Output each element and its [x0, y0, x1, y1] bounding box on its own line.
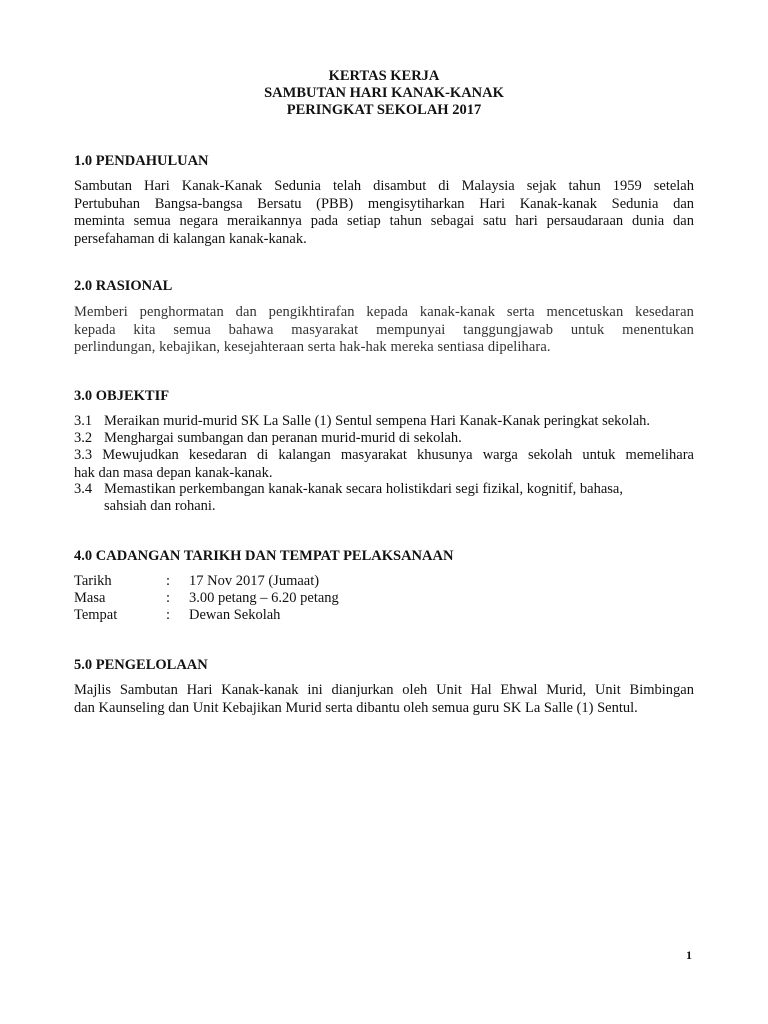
objective-continuation: hak dan masa depan kanak-kanak. — [74, 464, 273, 481]
objective-line — [74, 447, 694, 465]
paragraph-line: persefahaman di kalangan kanak-kanak. — [74, 230, 307, 247]
objective-text: Menghargai sumbangan dan peranan murid-murid di sekolah. — [104, 430, 462, 446]
detail-separator: : — [166, 590, 171, 606]
page-number: 1 — [686, 948, 692, 962]
objective-number: 3.3 — [74, 447, 93, 463]
paragraph-line: Memberi penghormatan dan pengikhtirafan kepada kanak-kanak serta mencetuskan kesedaran — [74, 304, 694, 320]
detail-separator: : — [166, 573, 171, 589]
section-heading-rasional: 2.0 RASIONAL — [74, 278, 173, 294]
objective-number: 3.4 — [74, 481, 93, 497]
paragraph-line: meminta semua negara meraikannya pada setiap tahun sebagai satu hari persaudaraan dunia dan — [74, 213, 694, 229]
paragraph-line: Sambutan Hari Kanak-Kanak Sedunia telah disambut di Malaysia sejak tahun 1959 setelah — [74, 178, 694, 194]
detail-value: 3.00 petang – 6.20 petang — [189, 590, 339, 606]
title-line-2: SAMBUTAN HARI KANAK-KANAK — [264, 85, 504, 101]
section-heading-pengelolaan: 5.0 PENGELOLAAN — [74, 657, 208, 673]
detail-label: Tarikh — [74, 573, 112, 589]
detail-label: Tempat — [74, 607, 118, 623]
detail-separator: : — [166, 607, 171, 623]
pendahuluan-paragraph — [74, 178, 694, 248]
objective-item — [74, 447, 694, 482]
objective-text: Mewujudkan kesedaran di kalangan masyarakat khusunya warga sekolah untuk memelihara — [102, 447, 694, 463]
objective-number: 3.2 — [74, 430, 93, 446]
section-heading-pendahuluan: 1.0 PENDAHULUAN — [74, 153, 209, 169]
objective-text: Memastikan perkembangan kanak-kanak secara holistikdari segi fizikal, kognitif, bahasa, — [104, 481, 623, 497]
paragraph-line: Majlis Sambutan Hari Kanak-kanak ini dianjurkan oleh Unit Hal Ehwal Murid, Unit Bimbingan — [74, 682, 694, 698]
detail-label: Masa — [74, 590, 106, 606]
paragraph-line: kepada kita semua bahawa masyarakat mempunyai tanggungjawab untuk menentukan — [74, 321, 694, 338]
detail-value: 17 Nov 2017 (Jumaat) — [189, 573, 320, 589]
objective-number: 3.1 — [74, 413, 93, 429]
paragraph-line: Pertubuhan Bangsa-bangsa Bersatu (PBB) mengisytiharkan Hari Kanak-kanak Sedunia dan — [74, 195, 694, 212]
paragraph-line: dan Kaunseling dan Unit Kebajikan Murid serta dibantu oleh semua guru SK La Salle (1) Sentul. — [74, 699, 638, 716]
rasional-paragraph — [74, 304, 694, 357]
objective-continuation: sahsiah dan rohani. — [104, 498, 216, 514]
objective-item — [74, 481, 694, 499]
paragraph-line: perlindungan, kebajikan, kesejahteraan serta hak-hak mereka sentiasa dipelihara. — [74, 339, 551, 355]
pengelolaan-paragraph — [74, 682, 694, 717]
section-heading-cadangan: 4.0 CADANGAN TARIKH DAN TEMPAT PELAKSANAAN — [74, 548, 454, 564]
section-heading-objektif: 3.0 OBJEKTIF — [74, 388, 170, 404]
detail-value: Dewan Sekolah — [189, 607, 281, 623]
objective-text: Meraikan murid-murid SK La Salle (1) Sentul sempena Hari Kanak-Kanak peringkat sekolah. — [104, 413, 651, 429]
document-title — [0, 68, 768, 119]
objective-item — [74, 413, 694, 431]
title-line-1: KERTAS KERJA — [328, 68, 440, 84]
title-line-3: PERINGKAT SEKOLAH 2017 — [286, 102, 482, 118]
objective-item — [74, 430, 694, 448]
